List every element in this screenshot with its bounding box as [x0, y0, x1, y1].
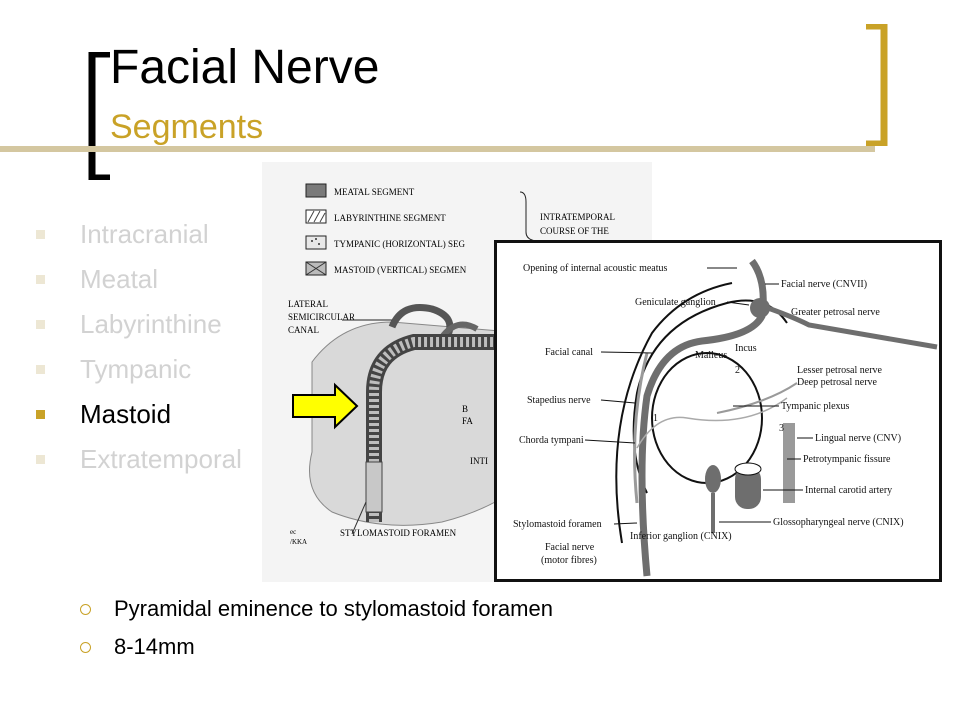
list-item-label: Extratemporal: [80, 444, 242, 474]
mastoid-details-list: [80, 594, 553, 670]
detail-item-label: Pyramidal eminence to stylomastoid foramen: [114, 596, 553, 621]
label-stylomastoid: Stylomastoid foramen: [513, 519, 602, 530]
legend-mastoid: MASTOID (VERTICAL) SEGMEN: [334, 265, 467, 275]
legend-labyrinthine: LABYRINTHINE SEGMENT: [334, 213, 446, 223]
list-item-labyrinthine: [36, 306, 242, 351]
label-number-1: 1: [653, 413, 658, 424]
label-lesser-petrosal: Lesser petrosal nerve: [797, 365, 882, 376]
square-bullet-icon: [36, 455, 45, 464]
square-bullet-icon: [36, 275, 45, 284]
list-item-label: Mastoid: [80, 399, 172, 429]
signature-2: /KKA: [290, 538, 308, 546]
canal-label-2: SEMICIRCULAR: [288, 312, 356, 322]
segment-list: [36, 216, 242, 486]
partial-label-b: B: [462, 404, 469, 414]
label-inferior-ganglion: Inferior ganglion (CNIX): [630, 531, 732, 542]
signature-1: ec: [290, 528, 297, 536]
list-item-label: Labyrinthine: [80, 309, 222, 339]
partial-label-inti: INTI: [470, 456, 488, 466]
label-facial-nerve: Facial nerve (CNVII): [781, 279, 868, 290]
slide-subtitle: Segments: [110, 108, 264, 146]
label-acoustic-meatus: Opening of internal acoustic meatus: [523, 263, 668, 274]
square-bullet-icon: [36, 365, 45, 374]
label-facial-motor-1: Facial nerve: [545, 542, 595, 553]
label-lingual: Lingual nerve (CNV): [815, 433, 902, 444]
brace-label-2: COURSE OF THE: [540, 226, 609, 236]
label-geniculate: Geniculate ganglion: [635, 297, 716, 308]
list-item-mastoid: [36, 396, 242, 441]
list-item-label: Meatal: [80, 264, 159, 294]
label-malleus: Malleus: [695, 350, 728, 361]
label-chorda: Chorda tympani: [519, 435, 584, 446]
list-item-label: Tympanic: [80, 354, 192, 384]
right-bracket-decoration: [862, 24, 892, 146]
label-number-2: 2: [735, 365, 740, 376]
list-item-extratemporal: [36, 441, 242, 486]
title-underline: [0, 146, 875, 152]
middle-ear-diagram: [497, 243, 939, 579]
label-petrotympanic: Petrotympanic fissure: [803, 454, 891, 465]
square-bullet-icon: [36, 410, 45, 419]
list-item-tympanic: [36, 351, 242, 396]
label-carotid: Internal carotid artery: [805, 485, 893, 496]
detail-item-location: [80, 594, 553, 632]
label-tympanic-plexus: Tympanic plexus: [781, 401, 850, 412]
slide-title: Facial Nerve: [110, 41, 380, 94]
canal-label-1: LATERAL: [288, 299, 328, 309]
brace-label-1: INTRATEMPORAL: [540, 212, 616, 222]
ring-bullet-icon: [80, 642, 91, 653]
canal-label-3: CANAL: [288, 325, 319, 335]
yellow-arrow-icon: [291, 382, 361, 432]
label-facial-motor-2: (motor fibres): [541, 555, 597, 566]
label-number-3: 3: [779, 423, 784, 434]
list-item-intracranial: [36, 216, 242, 261]
ring-bullet-icon: [80, 604, 91, 615]
list-item-meatal: [36, 261, 242, 306]
detail-item-label: 8-14mm: [114, 634, 195, 659]
label-greater-petrosal: Greater petrosal nerve: [791, 307, 880, 318]
list-item-label: Intracranial: [80, 219, 209, 249]
middle-ear-diagram-frame: [494, 240, 942, 582]
label-facial-canal: Facial canal: [545, 347, 594, 358]
legend-meatal: MEATAL SEGMENT: [334, 187, 415, 197]
legend-tympanic: TYMPANIC (HORIZONTAL) SEG: [334, 239, 465, 249]
detail-item-length: [80, 632, 553, 670]
partial-label-fa: FA: [462, 416, 473, 426]
square-bullet-icon: [36, 320, 45, 329]
label-stapedius: Stapedius nerve: [527, 395, 591, 406]
label-deep-petrosal: Deep petrosal nerve: [797, 377, 877, 388]
square-bullet-icon: [36, 230, 45, 239]
label-incus: Incus: [735, 343, 757, 354]
label-glosso: Glossopharyngeal nerve (CNIX): [773, 517, 904, 528]
foramen-label: STYLOMASTOID FORAMEN: [340, 528, 457, 538]
